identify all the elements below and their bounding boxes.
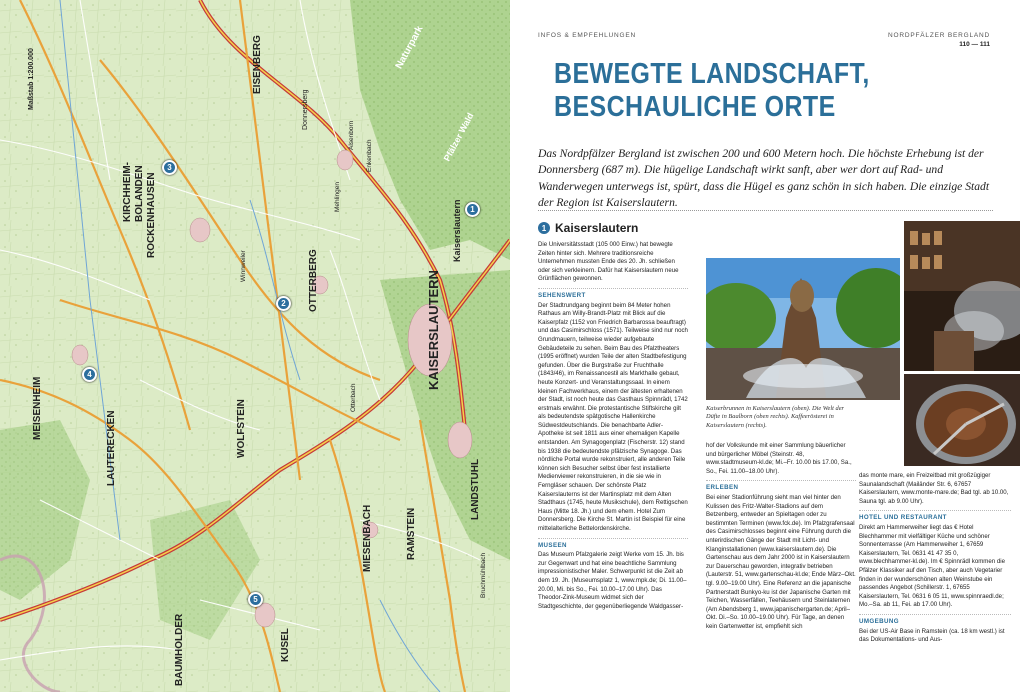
section-title: Kaiserslautern bbox=[555, 221, 639, 235]
map-label-meisenheim: MEISENHEIM bbox=[32, 376, 43, 440]
erleben-text: Bei einer Stadionführung sieht man viel hinter den Kulissen des Fritz-Walter-Stadions auf dem Betzenberg, entweder an Spieltagen oder zu bestimmten Terminen (www.fck.de). Im Pfalzgrafensaal des Casimirschlosses beginnt eine Führung durch die unterirdischen Gänge der Stadt mit Licht- und Klanginstallationen (www.kaiserslautern.de). Die Gartenschau aus dem Jahr 2000 ist in Kaiserslautern zur Dauerschau geworden, integrativ betrieben (Lauterstr. 51, www.gartenschau-kl.de; Ende März–Okt. tgl. 9.00–19.00 Uhr). Eine Referenz an die japanische Partnerstadt Bunkyo-ku ist der Japanische Garten mit Teichen, Wasserfällen, Teehäusern und Steinlaternen (Am Abendsberg 1, www.japanischergarten.de; April–Okt. Di.–So. 10.00–19.00 Uhr). Für Tage, an denen kein Gartenwetter ist, empfiehlt sich bbox=[706, 493, 856, 630]
map-marker-5[interactable]: 5 bbox=[248, 592, 263, 607]
map-scale: Maßstab 1:200.000 bbox=[28, 48, 35, 110]
map-label-alsenborn: Alsenborn bbox=[348, 120, 355, 150]
subheading-erleben: ERLEBEN bbox=[706, 480, 856, 493]
map-label-kirchheimbolanden: KIRCHHEIM-BOLANDEN bbox=[122, 162, 145, 222]
col3-top-text: das monte mare, ein Freizeitbad mit großzügiger Saunalandschaft (Mailänder Str. 6, 67657 Kaiserslautern, www.monte-mare.de; Bad tgl. ab 10.00, Sauna tgl. ab 9.00 Uhr). bbox=[859, 472, 1009, 505]
map-label-pfaelzer-wald: Pfälzer Wald bbox=[441, 111, 476, 163]
map-label-bruchmuehlbach: Bruchmühlbach bbox=[480, 552, 487, 598]
map-label-mehlingen: Mehlingen bbox=[334, 182, 341, 212]
intro-text: Die Universitätsstadt (105 000 Einw.) hat bewegte Zeiten hinter sich. Mehrere traditionsreiche Unternehmen mussten Ende des 20. Jh. schließen oder sich verkleinern. Dafür hat Kaiserslautern neue Grünflächen gewonnen. bbox=[538, 241, 679, 283]
headline-line-2: BESCHAULICHE ORTE bbox=[554, 91, 836, 123]
column-1 bbox=[538, 241, 688, 615]
photo-duefte bbox=[904, 221, 1020, 371]
sehenswert-text: Der Stadtrundgang beginnt beim 84 Meter hohen Rathaus am Willy-Brandt-Platz mit Blick auf die Kaiserpfalz (1152 von Friedrich Barbarossa beauftragt) und das Casimirschloss (1571). Teilweise sind nur noch Grundmauern, teilweise wieder aufgebaute Gebäudeteile zu sehen. Beim Bau des Pfalztheaters (1995 eröffnet) wurden Teile der alten Stadtbefestigung gefunden. Über die Burgstraße zur Fruchthalle (1843/46), im Renaissancestil als Markthalle gebaut, heute Konzert- und Veranstaltungssaal. In einem kleinen Fachwerkhaus, einem der ältesten erhaltenen der Stadt, ist noch heute das Gasthaus Spinnrädl, 1742 erstmals erwähnt. Die protestantische Stiftskirche gilt als bedeutendste spätgotische Hallenkirche Südwestdeutschlands. Die benachbarte Adler-Apotheke ist seit 1811 aus einer ehemaligen Kapelle entstanden. Am Synagogenplatz (Fischerstr. 12) stand bis 1938 die bedeutendste pfälzische Synagoge. Das nördliche Portal wurde rekonstruiert, alle anderen Teile können sich Besucher selbst über fest installierte Medienviewer rekonstruieren, in die sie wie in Ferngläser schauen. Der schönste Platz Kaiserslauterns ist der Martinsplatz mit dem Alten Stadthaus (1745, heute Musikschule), dem Rettigschen Haus (Mitte 18. Jh.) und dem ehem. Hotel Zum Donnersberg. Die Kirche St. Martin ist Beispiel für eine mittelalterliche Bettelordenskirche. bbox=[538, 301, 688, 532]
map-label-otterbach: Otterbach bbox=[350, 383, 357, 412]
map-label-wolfstein: WOLFSTEIN bbox=[236, 399, 247, 458]
page-numbers: 110 — 111 bbox=[959, 41, 990, 48]
map-label-kaiserslautern: KAISERSLAUTERN bbox=[426, 270, 441, 390]
coffee-image bbox=[904, 374, 1020, 466]
map-marker-2[interactable]: 2 bbox=[276, 296, 291, 311]
photo-caption: Kaiserbrunnen in Kaiserslautern (oben). Die Welt der Düfte in Baalborn (oben rechts). Kaffeerösterei in Kaiserslautern (rechts). bbox=[706, 405, 845, 429]
subheading-sehenswert: SEHENSWERT bbox=[538, 288, 688, 301]
lead-paragraph: Das Nordpfälzer Bergland ist zwischen 200 und 600 Metern hoch. Die höchste Erhebung ist der Donnersberg (687 m). Die hügelige Landschaft wirkt sanft, aber wer dort auf Rad- und Wanderwegen unterwegs ist, spürt, dass die Hügel es ganz schön in sich haben. Die einzige Stadt der Region ist Kaiserslautern. bbox=[538, 147, 990, 210]
map-label-lauterecken: LAUTERECKEN bbox=[106, 410, 117, 486]
map-label-eisenberg: EISENBERG bbox=[252, 35, 263, 94]
subheading-umgebung: UMGEBUNG bbox=[859, 614, 1011, 627]
map-marker-4[interactable]: 4 bbox=[82, 367, 97, 382]
region-label: NORDPFÄLZER BERGLAND bbox=[888, 32, 990, 39]
map-label-ramstein: RAMSTEIN bbox=[406, 507, 417, 560]
divider bbox=[538, 210, 993, 211]
museen-text: Das Museum Pfalzgalerie zeigt Werke vom 15. Jh. bis zur Gegenwart und hat eine beachtliche Sammlung impressionistischer Maler. Schwerpunkt ist die Zeit ab dem 19. Jh. (Museumsplatz 1, www.mpk.de; Di. 11.00–20.00, Mi. bis So., Fei. 10.00–17.00 Uhr). Das Theodor-Zink-Museum widmet sich der Stadtgeschichte, der gegenüberliegende Waldgasser- bbox=[538, 551, 687, 610]
hotel-text: Direkt am Hammerweiher liegt das € Hotel Blechhammer mit vielfältiger Küche und schöner Sonnenterrasse (Am Hammerweiher 1, 67659 Kaiserslautern, Tel. 0631 41 47 35 0, www.blechhammer-kl.de). Im € Spinnrädl kommen die Pfälzer Klassiker auf den Tisch, aber auch Vegetarier finden in der wunderschönen alten Weinstube ein passendes Angebot (Schillerstr. 1, 67655 Kaiserslautern, Tel. 0631 6 05 11, www.spinnraedl.de; Mo.–Sa. ab 11, Fei. ab 17.00 Uhr). bbox=[859, 523, 1005, 609]
map-label-naturpark: Naturpark bbox=[393, 24, 426, 71]
map-marker-3[interactable]: 3 bbox=[162, 160, 177, 175]
text-page bbox=[510, 0, 1020, 692]
subheading-museen: MUSEEN bbox=[538, 538, 688, 551]
map-label-kaiserslautern-city: Kaiserslautern bbox=[452, 199, 462, 262]
map-label-rockenhausen: ROCKENHAUSEN bbox=[146, 172, 157, 258]
perfume-image bbox=[904, 221, 1020, 371]
map-label-winnweiler: Winnweiler bbox=[240, 250, 247, 282]
map-label-miesenbach: MIESENBACH bbox=[362, 504, 373, 572]
headline-line-1: BEWEGTE LANDSCHAFT, bbox=[554, 58, 870, 90]
map-label-otterberg: OTTERBERG bbox=[308, 249, 319, 312]
map-label-donnersberg: Donnersberg bbox=[302, 89, 309, 130]
map-label-kusel: KUSEL bbox=[280, 628, 291, 662]
headline bbox=[554, 58, 932, 124]
column-3 bbox=[859, 472, 1011, 649]
map-label-baumholder: BAUMHOLDER bbox=[174, 613, 185, 686]
section-label: INFOS & EMPFEHLUNGEN bbox=[538, 32, 636, 39]
map-marker-1[interactable]: 1 bbox=[465, 202, 480, 217]
map-label-enkenbach: Enkenbach bbox=[366, 139, 373, 172]
fountain-image bbox=[706, 258, 900, 400]
map-label-landstuhl: LANDSTUHL bbox=[470, 458, 481, 520]
umgebung-text: Bei der US-Air Base in Ramstein (ca. 18 km westl.) ist das Dokumentations- und Aus- bbox=[859, 627, 1005, 644]
subheading-hotel-restaurant: HOTEL UND RESTAURANT bbox=[859, 510, 1011, 523]
photo-kaffeeroesterei bbox=[904, 374, 1020, 466]
section-number-badge: 1 bbox=[538, 222, 550, 234]
section-heading bbox=[538, 221, 638, 235]
photo-kaiserbrunnen bbox=[706, 258, 900, 400]
column-2 bbox=[706, 442, 856, 635]
col2-top-text: hof der Volkskunde mit einer Sammlung bäuerlicher und bürgerlicher Möbel (Steinstr. 48, www.stadtmuseum-kl.de; Mi.–Fr. 10.00 bis 17.00, Sa., So., Fei. 11.00–18.00 Uhr). bbox=[706, 442, 852, 475]
